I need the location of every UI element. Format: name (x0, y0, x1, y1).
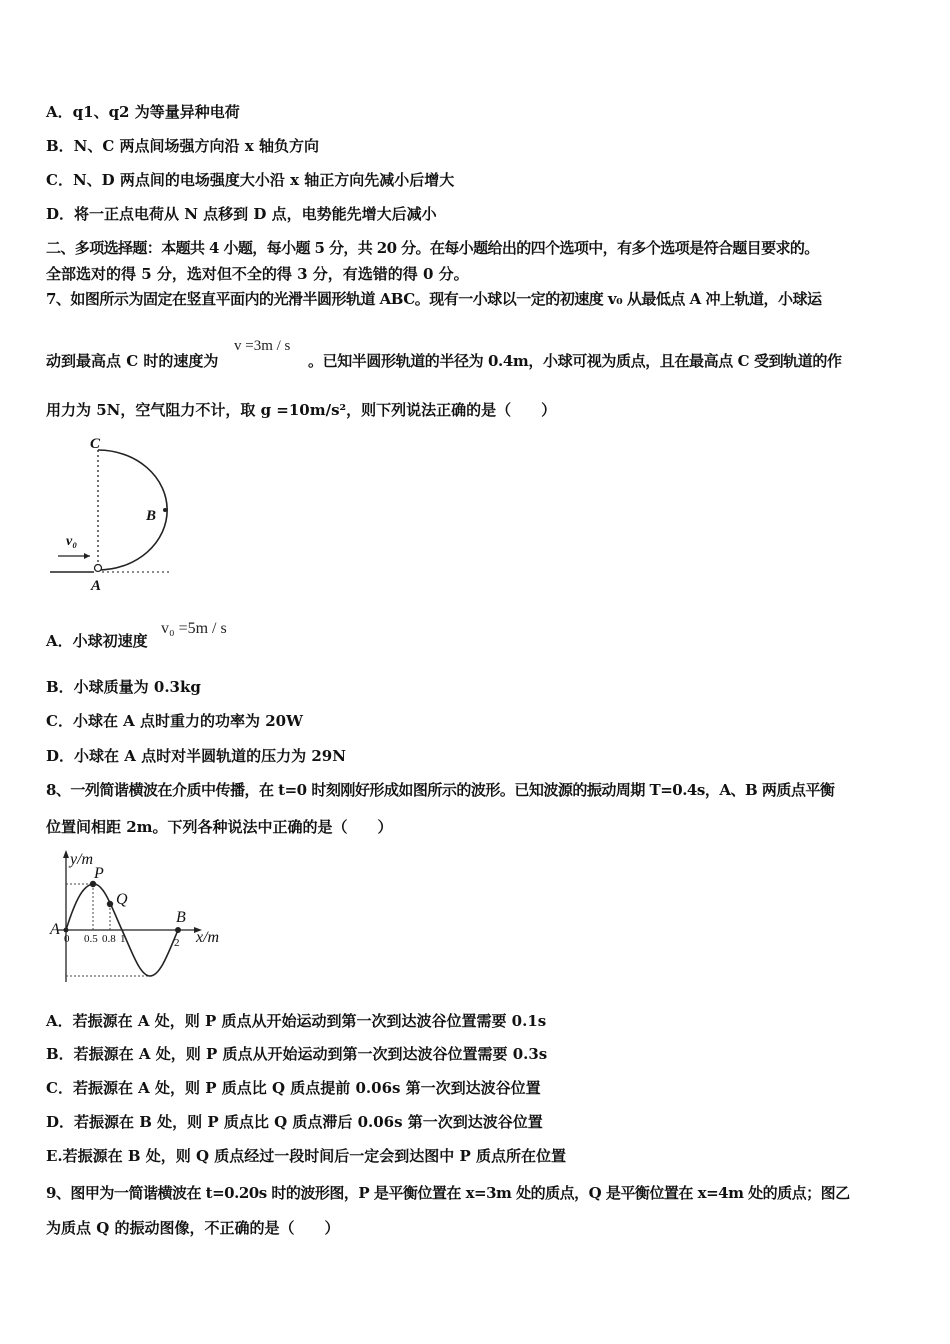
q7-stem-2a: 动到最高点 C 时的速度为 (46, 352, 219, 370)
q8-tick-1: 1 (120, 933, 126, 945)
q7-formula-v0: v₀ =5m / s (161, 620, 227, 637)
q8-tick-2: 2 (174, 937, 180, 949)
q8-label-a: A (50, 921, 60, 938)
q7-stem-1: 7、如图所示为固定在竖直平面内的光滑半圆形轨道 ABC。现有一小球以一定的初速度 v₀ 从最低点 A 冲上轨道，小球运 (46, 290, 822, 308)
q7-option-a: A．小球初速度 (46, 632, 148, 650)
q7-point-b (163, 508, 167, 512)
q8-point-q (107, 901, 113, 907)
q8-option-c: C．若振源在 A 处，则 P 质点比 Q 质点提前 0.06s 第一次到达波谷位置 (46, 1079, 541, 1097)
q8-x-label: x/m (196, 929, 220, 946)
q8-wave-figure (46, 846, 236, 986)
q8-stem-1: 8、一列简谐横波在介质中传播，在 t=0 时刻刚好形成如图所示的波形。已知波源的振动周期 T=0.4s，A、B 两质点平衡 (46, 781, 835, 799)
q7-label-b: B (146, 508, 157, 524)
q6-option-a: A．q1、q2 为等量异种电荷 (46, 103, 240, 121)
q6-option-d: D．将一正点电荷从 N 点移到 D 点，电势能先增大后减小 (46, 205, 437, 223)
q8-point-a (64, 928, 69, 933)
q8-option-d: D．若振源在 B 处，则 P 质点比 Q 质点滞后 0.06s 第一次到达波谷位置 (46, 1113, 543, 1131)
q7-label-c: C (90, 436, 101, 452)
q8-tick-0: 0 (64, 933, 70, 945)
q8-label-q: Q (116, 891, 128, 908)
q7-stem-3: 用力为 5N，空气阻力不计，取 g =10m/s²，则下列说法正确的是（ ） (46, 401, 557, 419)
q6-option-c: C．N、D 两点间的电场强度大小沿 x 轴正方向先减小后增大 (46, 171, 455, 189)
q7-label-a: A (91, 578, 102, 594)
section2-heading-2: 全部选对的得 5 分，选对但不全的得 3 分，有选错的得 0 分。 (46, 265, 469, 283)
q7-option-c: C．小球在 A 点时重力的功率为 20W (46, 712, 303, 730)
q8-option-e: E.若振源在 B 处，则 Q 质点经过一段时间后一定会到达图中 P 质点所在位置 (46, 1147, 567, 1165)
q8-tick-05: 0.5 (84, 933, 98, 945)
q7-label-v0: v₀ (66, 534, 78, 549)
q8-y-arrow (63, 850, 69, 858)
q8-stem-2: 位置间相距 2m。下列各种说法中正确的是（ ） (46, 818, 393, 836)
q7-semicircle-track (98, 450, 167, 570)
q7-arrow-head (84, 553, 90, 559)
q8-option-b: B．若振源在 A 处，则 P 质点从开始运动到第一次到达波谷位置需要 0.3s (46, 1045, 548, 1063)
q7-stem-2b: 。已知半圆形轨道的半径为 0.4m，小球可视为质点，且在最高点 C 受到轨道的作 (308, 352, 842, 370)
q8-tick-08: 0.8 (102, 933, 116, 945)
q8-label-p: P (94, 865, 104, 882)
q7-track-figure (46, 432, 186, 596)
q7-option-d: D．小球在 A 点时对半圆轨道的压力为 29N (46, 747, 346, 765)
q8-y-label: y/m (70, 851, 94, 868)
q9-stem-1: 9、图甲为一简谐横波在 t=0.20s 时的波形图，P 是平衡位置在 x=3m 处的质点，Q 是平衡位置在 x=4m 处的质点；图乙 (46, 1184, 850, 1202)
q7-ball (95, 565, 102, 572)
section2-heading: 二、多项选择题：本题共 4 小题，每小题 5 分，共 20 分。在每小题给出的四个选项中，有多个选项是符合题目要求的。 (46, 239, 819, 257)
q7-option-b: B．小球质量为 0.3kg (46, 678, 201, 696)
q8-option-a: A．若振源在 A 处，则 P 质点从开始运动到第一次到达波谷位置需要 0.1s (46, 1012, 547, 1030)
q6-option-b: B．N、C 两点间场强方向沿 x 轴负方向 (46, 137, 319, 155)
q9-stem-2: 为质点 Q 的振动图像，不正确的是（ ） (46, 1219, 340, 1237)
q8-label-b: B (176, 909, 186, 926)
q7-formula-v: v =3m / s (234, 338, 291, 354)
q8-point-b (175, 927, 181, 933)
